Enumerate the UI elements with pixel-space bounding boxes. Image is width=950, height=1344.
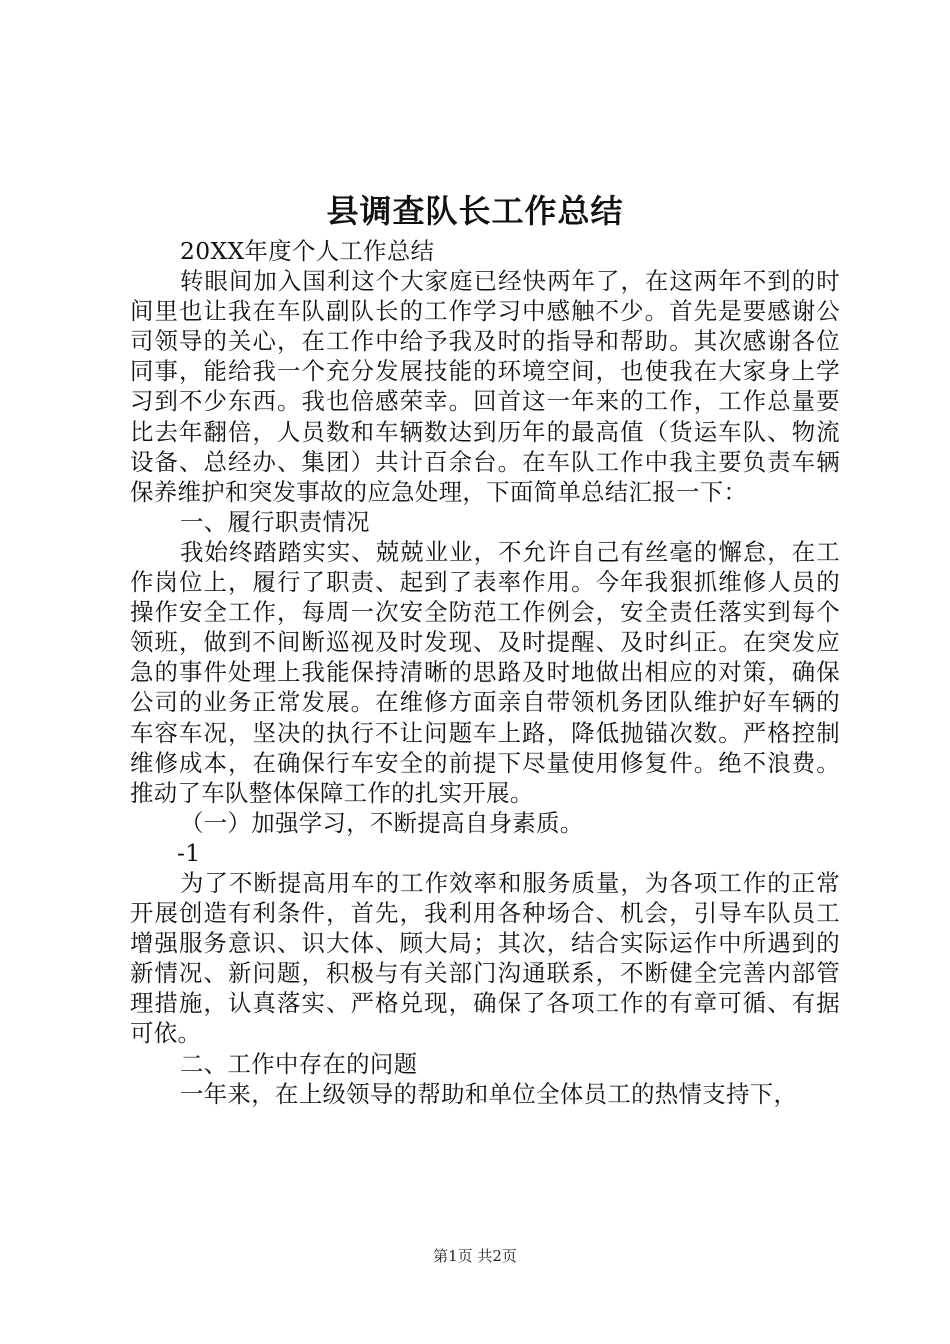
section-heading-duties: 一、履行职责情况 xyxy=(180,507,370,536)
subsection-heading-study: （一）加强学习，不断提高自身素质。 xyxy=(180,808,584,837)
document-title: 县调查队长工作总结 xyxy=(326,192,624,230)
paragraph-problems: 一年来，在上级领导的帮助和单位全体员工的热情支持下， xyxy=(180,1079,798,1108)
page-marker: -1 xyxy=(177,838,201,867)
document-subtitle: 20XX年度个人工作总结 xyxy=(180,237,435,265)
paragraph-intro: 转眼间加入国利这个大家庭已经快两年了，在这两年不到的时间里也让我在车队副队长的工作学习中感触不少。首先是要感谢公司领导的关心，在工作中给予我及时的指导和帮助。其次感谢各位同事，能给我一个充分发展技能的环境空间，也使我在大家身上学习到不少东西。我也倍感荣幸。回首这一年来的工作，工作总量要比去年翻倍，人员数和车辆数达到历年的最高值（货运车队、物流设备、总经办、集团）共计百余台。在车队工作中我主要负责车辆保养维护和突发事故的应急处理，下面简单总结汇报一下： xyxy=(130,267,840,506)
section-heading-problems: 二、工作中存在的问题 xyxy=(180,1049,418,1078)
paragraph-study: 为了不断提高用车的工作效率和服务质量，为各项工作的正常开展创造有利条件，首先，我利用各种场合、机会，引导车队员工增强服务意识、识大体、顾大局；其次，结合实际运作中所遇到的新情况、新问题，积极与有关部门沟通联系，不断健全完善内部管理措施，认真落实、严格兑现，确保了各项工作的有章可循、有据可依。 xyxy=(130,868,840,1048)
paragraph-duties: 我始终踏踏实实、兢兢业业，不允许自己有丝毫的懈怠，在工作岗位上，履行了职责、起到了表率作用。今年我狠抓维修人员的操作安全工作，每周一次安全防范工作例会，安全责任落实到每个领班，做到不间断巡视及时发现、及时提醒、及时纠正。在突发应急的事件处理上我能保持清晰的思路及时地做出相应的对策，确保公司的业务正常发展。在维修方面亲自带领机务团队维护好车辆的车容车况，坚决的执行不让问题车上路，降低抛锚次数。严格控制维修成本，在确保行车安全的前提下尽量使用修复件。绝不浪费。推动了车队整体保障工作的扎实开展。 xyxy=(130,537,840,807)
document-body xyxy=(130,236,840,1109)
page-footer: 第1页 共2页 xyxy=(433,1247,517,1265)
